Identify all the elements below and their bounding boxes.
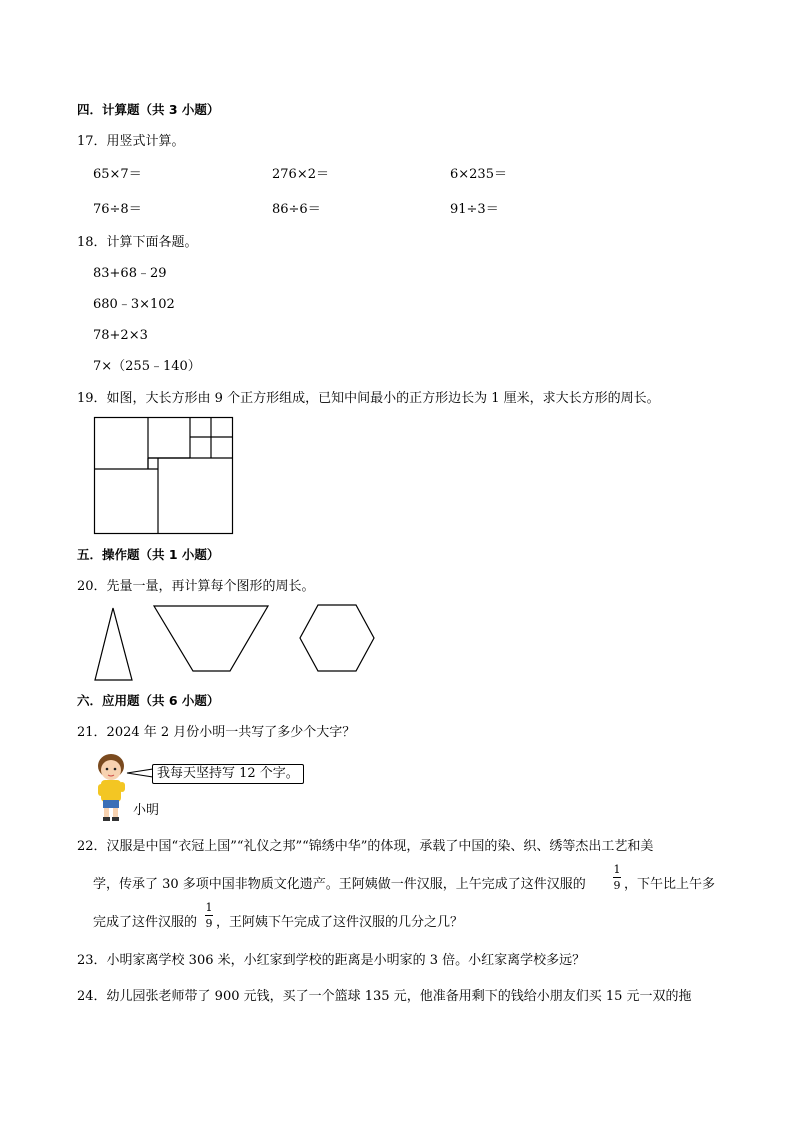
triangle-shape [94,607,134,681]
character-name-label: 小明 [133,803,160,818]
q18-item-2: 680﹣3×102 [93,297,175,312]
q18-item-3: 78+2×3 [93,328,148,343]
q17-item-5: 86÷6＝ [272,202,321,217]
question-24-stem: 24．幼儿园张老师带了 900 元钱，买了一个篮球 135 元，他准备用剩下的钱给小朋友们买 15 元一双的拖 [77,989,692,1004]
fraction-2-numerator: 1 [205,901,213,914]
fraction-2-denominator: 9 [205,917,213,930]
fraction-1-numerator: 1 [613,863,621,876]
section-5-title: 五．操作题（共 1 小题） [77,547,220,562]
hexagon-shape [298,604,376,672]
q17-item-1: 65×7＝ [93,167,142,182]
speech-bubble-pointer [127,768,153,778]
speech-bubble: 我每天坚持写 12 个字。 [152,764,304,784]
question-22-line-1: 22．汉服是中国“衣冠上国”“礼仪之邦”“锦绣中华”的体现，承载了中国的染、织、绣等杰出工艺和美 [77,839,654,854]
q17-item-3: 6×235＝ [450,167,507,182]
fraction-1-bar [613,877,621,878]
question-18-stem: 18．计算下面各题。 [77,235,198,250]
section-6-title: 六．应用题（共 6 小题） [77,693,220,708]
q17-item-6: 91÷3＝ [450,202,499,217]
q17-item-2: 276×2＝ [272,167,329,182]
question-17-stem: 17．用竖式计算。 [77,134,185,149]
section-4-title: 四．计算题（共 3 小题） [77,102,220,117]
trapezoid-shape [153,605,269,673]
q17-item-4: 76÷8＝ [93,202,142,217]
question-22-line-2a: 学，传承了 30 多项中国非物质文化遗产。王阿姨做一件汉服，上午完成了这件汉服的 [93,877,586,892]
question-20-stem: 20．先量一量，再计算每个图形的周长。 [77,579,315,594]
nine-squares-rectangle-figure [94,417,234,535]
question-22-line-3b: ，王阿姨下午完成了这件汉服的几分之几？ [216,915,464,930]
fraction-1-denominator: 9 [613,879,621,892]
question-21-stem: 21．2024 年 2 月份小明一共写了多少个大字？ [77,725,356,740]
boy-illustration [93,752,129,822]
fraction-2-bar [205,915,213,916]
q18-item-4: 7×（255﹣140） [93,359,201,374]
q18-item-1: 83+68﹣29 [93,266,167,281]
question-22-line-3a: 完成了这件汉服的 [93,915,198,930]
question-22-line-2b: ，下午比上午多 [624,877,716,892]
question-19-stem: 19．如图，大长方形由 9 个正方形组成，已知中间最小的正方形边长为 1 厘米，求大长方形的周长。 [77,391,660,406]
question-23-stem: 23．小明家离学校 306 米，小红家到学校的距离是小明家的 3 倍。小红家离学校多远？ [77,953,586,968]
